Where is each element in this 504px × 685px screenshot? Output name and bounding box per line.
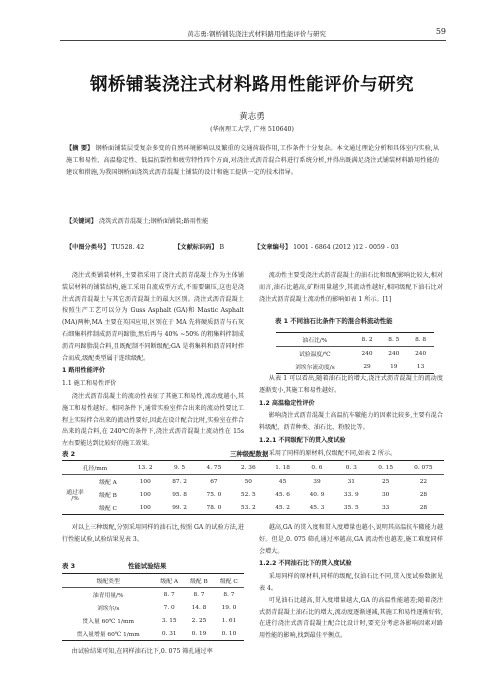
table-cell: 22	[419, 478, 428, 485]
table-cell: 8. 7	[223, 591, 235, 598]
table-row	[276, 333, 434, 347]
section-heading: 1 路用性能评价	[62, 367, 105, 375]
table-cell: 2. 25	[191, 617, 207, 624]
keywords-text: 浇筑式沥青混凝土;钢桥面铺装;路用性能	[98, 218, 209, 225]
table-cell: 8. 7	[163, 591, 175, 598]
table-cell: 8. 7	[193, 591, 205, 598]
table-cell: 刘埃尔/s	[97, 606, 120, 612]
table-cell: 19. 0	[221, 604, 237, 611]
table-cell: 油青用量/%	[92, 593, 124, 599]
table2-caption: 三种级配数据	[230, 450, 269, 458]
subsubsection-heading: 1.2.2 不同油石比下的贯入度试验	[259, 560, 352, 568]
table-cell: 0. 6	[300, 461, 334, 475]
subsubsection-heading: 1.2.1 不同级配下的贯入度试验	[259, 436, 346, 444]
table-cell: 99. 2	[162, 501, 196, 515]
table-cell: 级配 B	[184, 574, 214, 588]
penetration-discussion: 越高,GA 的贯入度和贯入度增量也越小,说明其高温抗车辙能力越好。但是,0. 075 筛孔通过率越高,GA 流动性也越差,施工难度同样会增大。	[259, 524, 443, 555]
table-cell: 50	[244, 478, 252, 485]
table-cell: 13. 2	[128, 461, 162, 475]
table-cell: 8. 5	[380, 333, 407, 347]
right-column-bottom	[259, 373, 443, 460]
abstract-text: 钢桥面铺装层受复杂多变的自然环境影响以及繁重的交通荷载作用,工作条件十分复杂。本文通过理论分析和具体室内实验,从施工和易性、高温稳定性、低温抗裂性和疲劳特性四个方面,对浇注式沥青混合料进行系统分析,并得出既满足浇注式铺装材料路用性能的建议和措施,为我国钢桥面浇筑式沥青混凝土铺装的设计和施工提供一定的技术指导。	[66, 145, 440, 176]
intro-paragraph: 浇注式类铺装材料,主要指采用了浇注式沥青混凝土作为主体铺装层材料的铺装结构,施工采用自流成型方式,不需要碾压,这也是浇注式沥青混凝土与其它沥青混凝土的最大区别。浇注式沥青混凝土按照生产工艺可以分为 Guss Asphalt (GA)和 Mastic Asphalt (MA)两种,MA 主要在英国应用,区别在于 MA 先将硬质沥青与石灰石细集料拌制成沥青玛蹄脂,然后再与 40% ~50% 的粗集料拌制成沥青玛蹄脂混合料,且既配制不同断级配;GA 是将集料和沥青同时拌合而成,级配类型属于连续级配。	[62, 272, 244, 362]
page-number: 59	[435, 27, 446, 36]
table-cell: 2. 36	[231, 461, 265, 475]
table-cell: 100	[139, 478, 151, 485]
table-cell: 100	[139, 491, 151, 498]
table-cell: 0. 15	[368, 461, 402, 475]
table-row	[62, 501, 444, 515]
table3-intro: 对以上三种级配,分别采用同样的油石比,按照 GA 的试验方法,进行性能试验,试验结果见表 3。	[62, 524, 244, 543]
doc-code-label: 【文献标识码】	[174, 244, 218, 251]
table-cell: 贯入量 60℃ 1/mm	[82, 619, 134, 625]
table-row	[62, 601, 244, 614]
clc-value: TU528. 42	[111, 244, 145, 251]
keywords	[66, 216, 439, 228]
table-cell: 0. 31	[154, 627, 184, 641]
table-cell: 0. 19	[184, 627, 214, 641]
table-cell: 级配类型	[62, 574, 154, 588]
table-cell: 油石比/%	[276, 333, 354, 347]
flow-paragraph: 流动性主要受浇注式沥青混凝土的油石比和级配影响比较大,相对而言,油石比越高,矿粉用量越少,其流动性越好,相同级配下油石比对浇注式沥青混凝土流动性的影响如表 1 所示。[1]	[259, 272, 443, 303]
table-cell: 级配 C	[88, 501, 128, 515]
table-cell: 39	[313, 478, 321, 485]
table-cell: 19	[380, 360, 407, 374]
table-cell: 45	[278, 478, 287, 485]
table-cell: 刘埃尔流动度/s	[276, 360, 354, 374]
table-row	[62, 461, 444, 475]
classification-line	[66, 242, 446, 251]
author: 黄志勇	[239, 112, 265, 122]
table2-label: 表 2	[62, 450, 76, 458]
table1	[276, 332, 434, 374]
running-header	[60, 24, 446, 41]
table-cell: 35. 5	[334, 501, 368, 515]
table-row	[62, 627, 244, 641]
stability-paragraph: 影响浇注式沥青混凝土高温抗车辙能力的因素比较多,主要有混合料级配、沥青种类、油石比、粉胶比等。	[259, 412, 443, 432]
article-number-value: 1001 - 6864 (2012 )12 - 0059 - 03	[293, 244, 399, 251]
binder-content-paragraph: 采用同样的原材料,同样的级配,仅油石比不同,贯入度试验数据见表 4。	[259, 573, 443, 592]
table-cell: 1. 18	[265, 461, 299, 475]
table-row	[62, 588, 244, 602]
table-cell: 9. 5	[162, 461, 196, 475]
table-cell: 8. 2	[354, 333, 381, 347]
table-cell: 级配 C	[214, 574, 244, 588]
paper-title: 钢桥铺装浇注式材料路用性能评价与研究	[90, 75, 414, 95]
table-cell: 45. 6	[275, 491, 290, 498]
left-column	[62, 270, 244, 450]
table-cell: 95. 8	[172, 491, 187, 498]
lower-right-text	[259, 522, 443, 642]
table-cell: 13	[407, 360, 434, 374]
gradation-paragraph: 采用了同样的原材料,仅级配不同,如表 2 所示。	[268, 449, 397, 457]
table-cell: 级配 B	[99, 493, 117, 499]
table-row	[62, 488, 444, 501]
table-cell: 52. 5	[240, 491, 256, 498]
table-cell: 贯入量增量 60℃ 1/mm	[62, 627, 154, 641]
doc-code-value: B	[219, 244, 225, 251]
table-row	[276, 347, 434, 361]
table-cell: 4. 75	[197, 461, 231, 475]
table-cell: 30	[381, 491, 390, 498]
article-number-label: 【文章编号】	[254, 244, 292, 251]
table-cell: 240	[388, 350, 400, 357]
table3	[62, 573, 244, 641]
table-cell: 1. 61	[221, 617, 237, 624]
table-cell: 240	[415, 350, 427, 357]
table-cell: 240	[361, 350, 373, 357]
subsection-heading: 1.1 施工和易性评价	[62, 380, 117, 388]
affiliation: (华南理工大学, 广州 510640)	[210, 126, 294, 133]
table-cell: 14. 8	[191, 604, 207, 611]
table-cell: 0. 3	[334, 461, 368, 475]
results-paragraph: 由试验结果可知,在同样油石比下,0. 075 筛孔通过率	[71, 648, 213, 655]
table-cell: 33. 9	[343, 491, 359, 498]
table-cell: 87. 2	[172, 478, 187, 485]
table-row	[62, 475, 444, 489]
table-cell: 28	[419, 491, 428, 498]
table1-caption: 表 1 不同油石比条件下的混合料流动性能	[275, 317, 393, 325]
abstract-label: 【摘 要】	[66, 145, 94, 152]
table-cell: 45. 2	[265, 501, 299, 515]
table-row	[62, 614, 244, 627]
table-row	[62, 574, 244, 588]
lower-left-text	[62, 522, 244, 546]
abstract	[66, 143, 439, 179]
table-cell: 7. 0	[163, 604, 175, 611]
table3-label: 表 3	[62, 562, 76, 570]
table-cell: 8. 8	[407, 333, 434, 347]
table-cell: 3. 15	[161, 617, 177, 624]
table-cell: 100	[128, 501, 162, 515]
table-cell: 通过率 /%	[62, 475, 88, 515]
table-cell: 25	[381, 478, 390, 485]
conclusion-paragraph: 可见油石比越高,贯入度增量越大,GA 的高温性能越差;随着浇注式沥青混凝土油石比的增大,流动度逐渐递减,其施工和易性逐渐好转,在进行浇注式沥青混凝土配合比设计时,要充分考虑各影响因素对路用性能的影响,找到最佳平衡点。	[259, 596, 443, 640]
table-cell: 级配 A	[154, 574, 184, 588]
table-cell: 53. 2	[231, 501, 265, 515]
table-cell: 孔径/mm	[62, 461, 128, 475]
clc-label: 【中图分类号】	[66, 244, 110, 251]
running-title: 黄志勇:钢桥铺装浇注式材料路用性能评价与研究	[187, 30, 326, 38]
workability-paragraph: 浇注式沥青混凝土的流动性表征了其施工和易性,流动度越小,其施工和易性越好。相同条件下,通常实验室拌合出来的流动性要比工程上实际拌合出来的流动性要好,因此在设计配合比时,实验室在拌合出来的混合料,在 240℃的条件下,浇注式沥青混凝土流动性在 15s 左右要能达到比较好的施工效果。	[62, 392, 244, 448]
table2	[62, 460, 444, 515]
table-cell: 33	[368, 501, 402, 515]
table-cell: 0. 075	[403, 461, 444, 475]
subsection-heading: 1.2 高温稳定性评价	[259, 399, 315, 407]
table-cell: 40. 9	[309, 491, 325, 498]
table-cell: 级配 A	[99, 480, 117, 486]
table-cell: 45. 3	[300, 501, 334, 515]
table-cell: 28	[403, 501, 444, 515]
right-column-top	[259, 270, 443, 305]
lower-left-tail	[62, 646, 244, 658]
table-cell: 75. 0	[206, 491, 222, 498]
table-cell: 29	[354, 360, 381, 374]
table-row	[276, 360, 434, 374]
table-cell: 67	[210, 478, 218, 485]
table1-discussion: 从表 1 可以看出,随着油石比的增大,浇注式沥青混凝土的流动度逐渐变小,其施工和易性越好。	[259, 375, 443, 394]
table-cell: 78. 0	[197, 501, 231, 515]
table-cell: 试验温度/℃	[299, 352, 331, 358]
keywords-label: 【关键词】	[66, 218, 97, 225]
table-cell: 0. 10	[214, 627, 244, 641]
table3-caption: 性能试验结果	[128, 562, 167, 570]
table-cell: 31	[347, 478, 355, 485]
